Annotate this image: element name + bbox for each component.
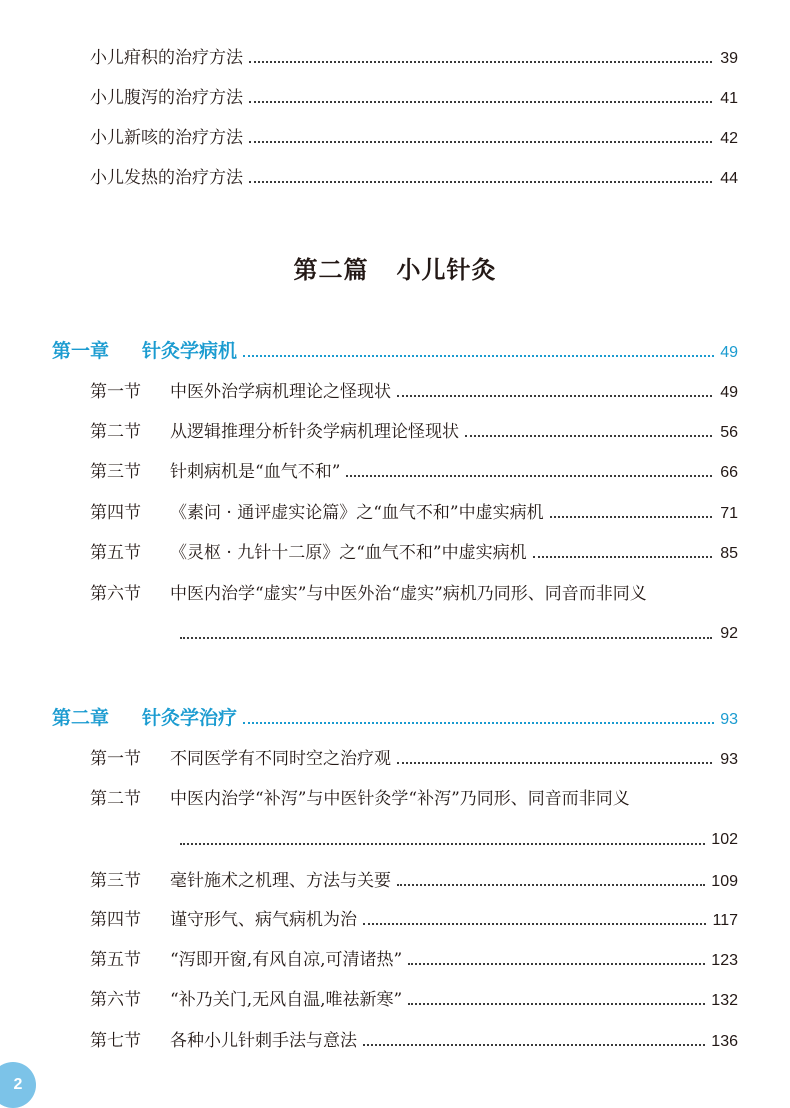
toc-section[interactable] [90, 946, 738, 974]
toc-entry[interactable] [90, 124, 738, 152]
section-label: 第二节 [90, 789, 141, 809]
section-title: 针刺病机是“血气不和” [170, 462, 341, 482]
section-page: 93 [720, 751, 738, 768]
section-label: 第六节 [90, 584, 141, 604]
toc-section[interactable] [90, 418, 738, 446]
chapter-heading[interactable] [52, 703, 738, 733]
leader-dots [249, 100, 712, 103]
page-number: 2 [13, 1076, 23, 1093]
leader-dots [397, 883, 705, 886]
toc-section[interactable] [90, 580, 738, 608]
section-title: 《灵枢 · 九针十二原》之“血气不和”中虚实病机 [170, 543, 527, 563]
leader-dots [465, 434, 712, 437]
section-label: 第四节 [90, 503, 141, 523]
section-label: 第四节 [90, 910, 141, 930]
section-label: 第二节 [90, 422, 141, 442]
toc-section[interactable] [90, 906, 738, 934]
entry-title: 小儿腹泻的治疗方法 [90, 88, 243, 108]
section-label: 第五节 [90, 543, 141, 563]
leader-dots [180, 636, 712, 639]
leader-dots [249, 60, 712, 63]
leader-dots [363, 922, 706, 925]
section-title: “泻即开窗,有风自凉,可清诸热” [170, 950, 403, 970]
toc-section[interactable] [90, 867, 738, 895]
leader-dots [550, 515, 712, 518]
leader-dots [408, 1002, 705, 1005]
section-title: 不同医学有不同时空之治疗观 [170, 749, 391, 769]
section-page: 109 [711, 873, 738, 890]
section-page: 66 [720, 464, 738, 481]
toc-entry[interactable] [90, 84, 738, 112]
toc-section[interactable] [90, 745, 738, 773]
section-page: 123 [711, 952, 738, 969]
entry-title: 小儿发热的治疗方法 [90, 168, 243, 188]
leader-dots [397, 394, 712, 397]
section-title: 中医外治学病机理论之怪现状 [170, 382, 391, 402]
section-page: 102 [711, 831, 738, 848]
entry-title: 小儿疳积的治疗方法 [90, 48, 243, 68]
toc-section[interactable] [90, 458, 738, 486]
entry-page: 42 [720, 130, 738, 147]
section-title: 中医内治学“补泻”与中医针灸学“补泻”乃同形、同音而非同义 [170, 789, 630, 809]
toc-section[interactable] [90, 785, 738, 813]
section-label: 第七节 [90, 1031, 141, 1051]
leader-dots [243, 721, 714, 724]
leader-dots [249, 140, 712, 143]
section-page: 117 [712, 912, 738, 929]
section-page: 71 [720, 505, 738, 522]
toc-section[interactable] [90, 539, 738, 567]
entry-page: 39 [720, 50, 738, 67]
leader-dots [363, 1043, 705, 1046]
section-title: 毫针施术之机理、方法与关要 [170, 871, 391, 891]
part-title [0, 250, 790, 285]
section-page: 132 [711, 992, 738, 1009]
section-page: 85 [720, 545, 738, 562]
section-label: 第五节 [90, 950, 141, 970]
section-title: 各种小儿针刺手法与意法 [170, 1031, 357, 1051]
chapter-title: 针灸学治疗 [142, 707, 238, 729]
section-page: 92 [720, 625, 738, 642]
section-title: 谨守形气、病气病机为治 [170, 910, 357, 930]
section-title: “补乃关门,无风自温,唯祛新寒” [170, 990, 403, 1010]
toc-section-continuation[interactable] [180, 620, 738, 648]
chapter-label: 第二章 [52, 707, 110, 729]
chapter-page: 49 [720, 344, 738, 361]
section-page: 136 [711, 1033, 738, 1050]
leader-dots [243, 354, 714, 357]
section-title: 《素问 · 通评虚实论篇》之“血气不和”中虚实病机 [170, 503, 544, 523]
toc-section-continuation[interactable] [180, 826, 738, 854]
toc-section[interactable] [90, 499, 738, 527]
chapter-heading[interactable] [52, 336, 738, 366]
section-label: 第六节 [90, 990, 141, 1010]
section-title: 从逻辑推理分析针灸学病机理论怪现状 [170, 422, 459, 442]
entry-title: 小儿新咳的治疗方法 [90, 128, 243, 148]
toc-section[interactable] [90, 986, 738, 1014]
part-label: 第二篇 [293, 256, 369, 284]
entry-page: 41 [720, 90, 738, 107]
chapter-page: 93 [720, 711, 738, 728]
page-number-badge [0, 1062, 36, 1108]
chapter-label: 第一章 [52, 340, 110, 362]
section-label: 第三节 [90, 462, 141, 482]
leader-dots [397, 761, 712, 764]
section-page: 56 [720, 424, 738, 441]
chapter-title: 针灸学病机 [142, 340, 238, 362]
toc-entry[interactable] [90, 44, 738, 72]
leader-dots [408, 962, 705, 965]
leader-dots [533, 555, 712, 558]
leader-dots [346, 474, 712, 477]
section-label: 第一节 [90, 749, 141, 769]
toc-section[interactable] [90, 378, 738, 406]
part-name: 小儿针灸 [396, 256, 497, 284]
leader-dots [249, 180, 712, 183]
section-label: 第三节 [90, 871, 141, 891]
toc-section[interactable] [90, 1027, 738, 1055]
toc-entry[interactable] [90, 164, 738, 192]
section-title: 中医内治学“虚实”与中医外治“虚实”病机乃同形、同音而非同义 [170, 584, 647, 604]
section-label: 第一节 [90, 382, 141, 402]
entry-page: 44 [720, 170, 738, 187]
leader-dots [180, 842, 705, 845]
section-page: 49 [720, 384, 738, 401]
